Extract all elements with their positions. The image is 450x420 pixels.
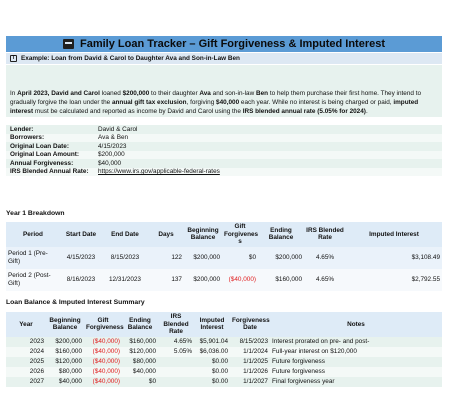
table-cell[interactable]: 2026 bbox=[6, 367, 46, 377]
intro-paragraph bbox=[6, 65, 442, 117]
table-row bbox=[6, 269, 442, 291]
table-row bbox=[6, 337, 442, 347]
title-bar bbox=[6, 36, 442, 52]
detail-label: Borrowers: bbox=[10, 134, 45, 142]
table-cell[interactable]: 12/31/2023 bbox=[102, 269, 148, 291]
table-cell[interactable]: $0 bbox=[222, 247, 258, 269]
table-cell[interactable]: $0 bbox=[122, 377, 158, 387]
table-cell[interactable]: Future forgiveness bbox=[270, 367, 442, 377]
column-header: Beginning Balance bbox=[184, 222, 222, 247]
table-cell[interactable]: $40,000 bbox=[122, 367, 158, 377]
detail-row bbox=[6, 168, 442, 177]
intro-bold: IRS blended annual rate (5.05% for 2024) bbox=[242, 108, 366, 115]
table-row bbox=[6, 367, 442, 377]
column-header: Imputed Interest bbox=[194, 312, 230, 337]
table-cell[interactable]: 1/1/2026 bbox=[230, 367, 270, 377]
column-header: Start Date bbox=[60, 222, 102, 247]
detail-row bbox=[6, 151, 442, 160]
table-cell[interactable]: ($40,000) bbox=[84, 347, 122, 357]
column-header: IRS Blended Rate bbox=[304, 222, 346, 247]
detail-label: Annual Forgiveness: bbox=[10, 159, 74, 167]
table-cell[interactable]: $3,108.49 bbox=[346, 247, 442, 269]
intro-bold: $200,000 bbox=[122, 90, 150, 97]
detail-value[interactable]: $40,000 bbox=[98, 159, 122, 167]
column-header: End Date bbox=[102, 222, 148, 247]
detail-label: Original Loan Date: bbox=[10, 142, 69, 150]
column-header: Imputed Interest bbox=[346, 222, 442, 247]
table-cell[interactable]: $160,000 bbox=[258, 269, 304, 291]
table-header-row bbox=[6, 222, 442, 247]
example-banner bbox=[6, 53, 442, 64]
detail-row bbox=[6, 125, 442, 134]
intro-bold: Ben bbox=[256, 90, 269, 97]
pin-icon: T bbox=[11, 55, 16, 61]
table-cell[interactable]: 4/15/2023 bbox=[60, 247, 102, 269]
column-header: Period bbox=[6, 222, 60, 247]
table-cell[interactable]: $6,036.00 bbox=[194, 347, 230, 357]
table-cell[interactable]: Period 2 (Post-Gift) bbox=[6, 269, 60, 291]
table-cell[interactable]: $160,000 bbox=[122, 337, 158, 347]
table-row bbox=[6, 377, 442, 387]
table-cell[interactable]: Period 1 (Pre-Gift) bbox=[6, 247, 60, 269]
detail-label: Original Loan Amount: bbox=[10, 151, 79, 159]
detail-row bbox=[6, 134, 442, 143]
table-row bbox=[6, 347, 442, 357]
table-cell[interactable]: 8/15/2023 bbox=[230, 337, 270, 347]
column-header: Days bbox=[148, 222, 184, 247]
table-cell[interactable]: $200,000 bbox=[184, 269, 222, 291]
table-cell[interactable]: 1/1/2027 bbox=[230, 377, 270, 387]
table-cell[interactable]: $2,792.55 bbox=[346, 269, 442, 291]
loan-details bbox=[6, 125, 442, 176]
column-header: Ending Balance bbox=[122, 312, 158, 337]
table-cell[interactable]: Full-year interest on $120,000 bbox=[270, 347, 442, 357]
table-cell[interactable]: $200,000 bbox=[46, 337, 84, 347]
table-cell[interactable]: 4.65% bbox=[158, 337, 194, 347]
table-cell[interactable]: $200,000 bbox=[258, 247, 304, 269]
column-header: Gift Forgivenes s bbox=[224, 223, 259, 245]
table-cell[interactable]: $80,000 bbox=[122, 357, 158, 367]
intro-bold: April 2023, David and Carol bbox=[17, 90, 100, 97]
detail-value[interactable]: 4/15/2023 bbox=[98, 142, 127, 150]
table-cell[interactable]: $200,000 bbox=[184, 247, 222, 269]
column-header: Gift Forgiveness bbox=[84, 312, 122, 337]
table-cell[interactable]: 5.05% bbox=[158, 347, 194, 357]
table-cell[interactable]: $80,000 bbox=[46, 367, 84, 377]
table-cell[interactable]: $120,000 bbox=[122, 347, 158, 357]
year1-section-title: Year 1 Breakdown bbox=[6, 210, 65, 217]
intro-text: , forgiving bbox=[186, 99, 217, 106]
table-cell[interactable]: 2023 bbox=[6, 337, 46, 347]
column-header: Notes bbox=[270, 312, 442, 337]
intro-text: to help them purchase their first home. They intend to gradually forgive the loan under the bbox=[10, 90, 422, 106]
table-cell[interactable]: 2027 bbox=[6, 377, 46, 387]
table-cell[interactable] bbox=[158, 357, 194, 367]
table-cell[interactable]: ($40,000) bbox=[84, 377, 122, 387]
table-header-row bbox=[6, 312, 442, 337]
table-cell[interactable]: 8/16/2023 bbox=[60, 269, 102, 291]
year1-table bbox=[6, 222, 442, 291]
intro-bold: Ava bbox=[199, 90, 211, 97]
table-cell[interactable]: 8/15/2023 bbox=[102, 247, 148, 269]
table-cell[interactable]: 4.65% bbox=[304, 269, 346, 291]
table-cell[interactable]: 122 bbox=[148, 247, 184, 269]
table-cell[interactable]: 2025 bbox=[6, 357, 46, 367]
intro-text: loaned bbox=[99, 90, 123, 97]
table-cell[interactable]: Interest prorated on pre- and post- bbox=[270, 337, 442, 347]
example-text: Example: Loan from David & Carol to Daughter Ava and Son-in-Law Ben bbox=[21, 55, 240, 62]
table-cell[interactable]: ($40,000) bbox=[84, 357, 122, 367]
table-cell[interactable]: $40,000 bbox=[46, 377, 84, 387]
summary-section-title: Loan Balance & Imputed Interest Summary bbox=[6, 299, 145, 306]
table-cell[interactable]: $0.00 bbox=[194, 377, 230, 387]
intro-text: each year. While no interest is being charged or paid, bbox=[239, 99, 394, 106]
intro-bold: annual gift tax exclusion bbox=[111, 99, 187, 106]
summary-table bbox=[6, 312, 442, 387]
detail-row bbox=[6, 142, 442, 151]
column-header: IRS Blended Rate bbox=[158, 312, 194, 337]
detail-value[interactable]: $200,000 bbox=[98, 151, 125, 159]
intro-text: In bbox=[10, 90, 18, 97]
detail-value[interactable]: David & Carol bbox=[98, 125, 138, 133]
table-cell[interactable]: 1/1/2024 bbox=[230, 347, 270, 357]
column-header: Ending Balance bbox=[258, 222, 304, 247]
table-cell[interactable]: $160,000 bbox=[46, 347, 84, 357]
column-header: Beginning Balance bbox=[46, 312, 84, 337]
table-cell[interactable]: $5,901.04 bbox=[194, 337, 230, 347]
table-cell[interactable]: 1/1/2025 bbox=[230, 357, 270, 367]
table-cell[interactable] bbox=[158, 377, 194, 387]
detail-row bbox=[6, 159, 442, 168]
page-title: Family Loan Tracker – Gift Forgiveness & Imputed Interest bbox=[79, 38, 386, 50]
table-cell[interactable]: $120,000 bbox=[46, 357, 84, 367]
table-cell[interactable]: ($40,000) bbox=[222, 269, 258, 291]
table-cell[interactable]: 137 bbox=[148, 269, 184, 291]
column-header: Forgiveness Date bbox=[230, 312, 270, 337]
detail-label: IRS Blended Annual Rate: bbox=[10, 168, 89, 176]
table-row bbox=[6, 247, 442, 269]
table-cell[interactable] bbox=[158, 367, 194, 377]
table-cell[interactable]: ($40,000) bbox=[84, 367, 122, 377]
irs-rate-link[interactable]: https://www.irs.gov/applicable-federal-rates bbox=[98, 168, 220, 176]
detail-value[interactable]: Ava & Ben bbox=[98, 134, 129, 142]
detail-label: Lender: bbox=[10, 125, 34, 133]
table-cell[interactable]: Future forgiveness bbox=[270, 357, 442, 367]
table-cell[interactable]: Final forgiveness year bbox=[270, 377, 442, 387]
table-cell[interactable]: 4.65% bbox=[304, 247, 346, 269]
table-row bbox=[6, 357, 442, 367]
intro-text: . bbox=[365, 108, 368, 115]
intro-text: to their daughter bbox=[149, 90, 200, 97]
intro-text: and son-in-law bbox=[210, 90, 256, 97]
table-cell[interactable]: 2024 bbox=[6, 347, 46, 357]
intro-bold: $40,000 bbox=[216, 99, 240, 106]
ledger-icon bbox=[63, 39, 74, 49]
table-cell[interactable]: $0.00 bbox=[194, 357, 230, 367]
intro-text: must be calculated and reported as income by David and Carol using the bbox=[33, 108, 243, 115]
table-cell[interactable]: $0.00 bbox=[194, 367, 230, 377]
intro-bold: imputed interest bbox=[10, 99, 419, 115]
table-cell[interactable]: ($40,000) bbox=[84, 337, 122, 347]
column-header: Year bbox=[6, 312, 46, 337]
